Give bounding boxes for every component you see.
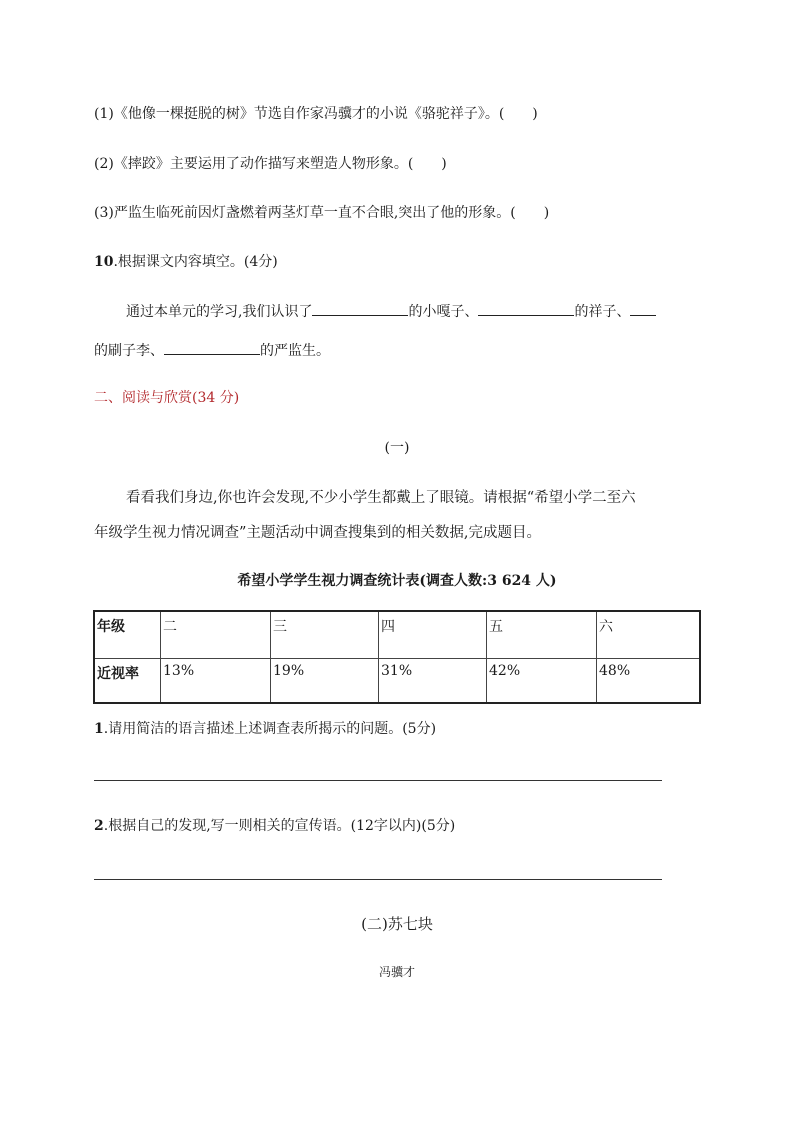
passage-1-line-1: 看看我们身边,你也许会发现,不少小学生都戴上了眼镜。请根据“希望小学二至六 <box>126 490 636 506</box>
fill-text: 的小嘎子、 <box>408 304 479 320</box>
judge-item-2: (2)《摔跤》主要运用了动作描写来塑造人物形象。( ) <box>94 156 447 172</box>
fill-text: 的刷子李、 <box>94 343 164 359</box>
blank-3[interactable] <box>630 301 656 316</box>
question-10-text: .根据课文内容填空。(4分) <box>113 254 278 270</box>
row-label-grade: 年级 <box>94 611 161 658</box>
blank-4[interactable] <box>164 340 260 355</box>
fill-blank-line-1 <box>126 301 656 321</box>
question-1-text: .请用简洁的语言描述上述调查表所揭示的问题。(5分) <box>103 721 437 737</box>
passage-1-line-2: 年级学生视力情况调查”主题活动中调查搜集到的相关数据,完成题目。 <box>94 525 542 541</box>
rate-cell: 13% <box>161 658 271 703</box>
fill-text: 通过本单元的学习,我们认识了 <box>126 304 313 320</box>
fill-blank-line-2 <box>94 340 330 360</box>
rate-cell: 19% <box>271 658 379 703</box>
table-row <box>94 611 700 658</box>
grade-cell: 六 <box>597 611 701 658</box>
passage-2-author: 冯骥才 <box>378 965 415 979</box>
question-1 <box>94 718 436 738</box>
answer-line-2[interactable] <box>94 879 662 880</box>
question-10-number: 10 <box>94 254 114 270</box>
grade-cell: 三 <box>271 611 379 658</box>
table-row <box>94 658 700 703</box>
grade-cell: 五 <box>487 611 597 658</box>
grade-cell: 二 <box>161 611 271 658</box>
blank-1[interactable] <box>312 301 408 316</box>
answer-line-1[interactable] <box>94 780 662 781</box>
judge-item-1: (1)《他像一棵挺脱的树》节选自作家冯骥才的小说《骆驼祥子》。( ) <box>94 106 538 122</box>
table-title: 希望小学学生视力调查统计表(调查人数:3 624 人) <box>237 573 557 589</box>
vision-stats-table <box>93 610 701 704</box>
rate-cell: 48% <box>597 658 701 703</box>
grade-cell: 四 <box>379 611 487 658</box>
question-2 <box>94 815 455 835</box>
passage-2-heading: (二)苏七块 <box>361 915 433 933</box>
judge-item-3: (3)严监生临死前因灯盏燃着两茎灯草一直不合眼,突出了他的形象。( ) <box>94 205 550 221</box>
question-2-text: .根据自己的发现,写一则相关的宣传语。(12字以内)(5分) <box>103 818 456 834</box>
fill-text: 的祥子、 <box>574 304 631 320</box>
rate-cell: 31% <box>379 658 487 703</box>
blank-2[interactable] <box>478 301 574 316</box>
fill-text: 的严监生。 <box>260 343 330 359</box>
rate-cell: 42% <box>487 658 597 703</box>
section-heading: 二、阅读与欣赏(34 分) <box>94 390 240 406</box>
passage-1-heading: (一) <box>384 440 410 456</box>
question-1-number: 1 <box>94 721 104 737</box>
question-2-number: 2 <box>94 818 104 834</box>
row-label-myopia-rate: 近视率 <box>94 658 161 703</box>
question-10 <box>94 251 278 271</box>
